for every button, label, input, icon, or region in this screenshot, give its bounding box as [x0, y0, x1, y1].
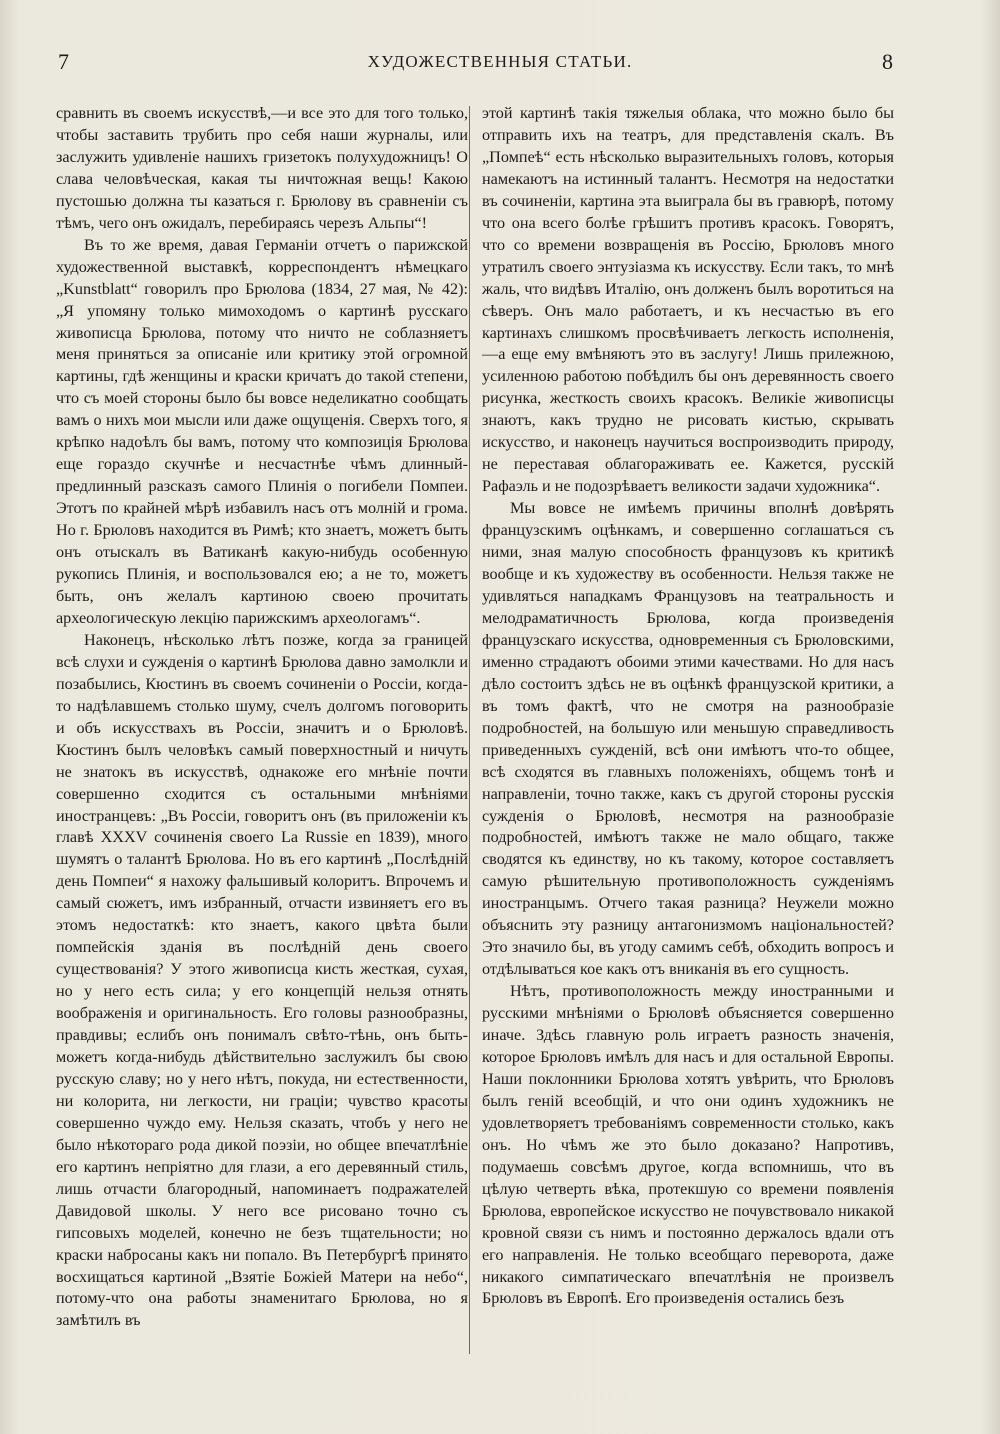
paragraph: Наконецъ, нѣсколько лѣтъ позже, когда за границей всѣ слухи и сужденія о картинѣ Брюлова давно замолкли и позабылись, Кюстинъ въ своемъ сочиненіи о Россіи, когда-то надѣлавшемъ столько шуму, счелъ долгомъ поговорить и объ искусствахъ въ Россіи, значитъ и о Брюловѣ. Кюстинъ былъ человѣкъ самый поверхностный и ничуть не знатокъ въ искусствѣ, однакоже его мнѣніе почти совершенно сходится съ остальными мнѣніями иностранцевъ: „Въ Россіи, говоритъ онъ (въ приложеніи къ главѣ XXXV сочиненія своего La Russie en 1839), много шумятъ о талантѣ Брюлова. Но въ его картинѣ „Послѣдній день Помпеи“ я нахожу фальшивый колоритъ. Впрочемъ и самый сюжетъ, имъ избранный, отчасти извиняетъ его въ этомъ недостаткѣ: кто знаетъ, какого цвѣта были помпейскія зданія въ послѣдній день своего существованія? У этого живописца кисть жесткая, сухая, но у него есть сила; у его концепцій нельзя отнять воображенія и оригинальность. Его головы разнообразны, правдивы; еслибъ онъ понималъ свѣто-тѣнь, онъ быть-можетъ когда-нибудь дѣйствительно заслужилъ бы свою русскую славу; но у него нѣтъ, покуда, ни естественности, ни колорита, ни легкости, ни граціи; чувство красоты совершенно чуждо ему. Нельзя сказать, чтобъ у него не было нѣкотораго рода дикой поэзіи, но общее впечатлѣніе его картинъ непріятно для глази, а его деревянный стиль, лишь отчасти благородный, напоминаетъ подражателей Давидовой школы. У него все рисовано точно съ гипсовыхъ моделей, конечно не безъ тщательности; но краски набросаны какъ ни попало. Въ Петербургѣ принято восхищаться картиной „Взятіе Божіей Матери на небо“, потому-что она работы знаменитаго Брюлова, но я замѣтилъ въ: [56, 630, 468, 1330]
paragraph: Въ то же время, давая Германіи отчетъ о парижской художественной выставкѣ, корреспондентъ нѣмецкаго „Kunstblatt“ говорилъ про Брюлова (1834, 27 мая, № 42): „Я упомяну только мимоходомъ о картинѣ русскаго живописца Брюлова, потому что ничто не соблазняетъ меня приняться за описаніе или критику этой огромной картины, гдѣ женщины и краски кричатъ до такой степени, что съ моей стороны было бы вовсе неделикатно сообщать вамъ о нихъ мои мысли или даже ощущенія. Сверхъ того, я крѣпко надоѣлъ бы вамъ, потому что композиція Брюлова еще гораздо скучнѣе и несчастнѣе чѣмъ длинный-предлинный разсказъ самого Плинія о погибели Помпеи. Этотъ по крайней мѣрѣ избавилъ насъ отъ молній и грома. Но г. Брюловъ находится въ Римѣ; кто знаетъ, можетъ быть онъ отыскалъ въ Ватиканѣ какую-нибудь особенную рукопись Плинія, и воспользовался ею; а не то, можетъ быть, онъ желалъ картиною своею прочитать археологическую лекцію парижскимъ археологамъ“.: [56, 235, 468, 627]
page-number-left: 7: [58, 49, 69, 74]
paragraph: Нѣтъ, противоположность между иностранными и русскими мнѣніями о Брюловѣ объясняется совершенно иначе. Здѣсь главную роль играетъ разность значенія, которое Брюловъ имѣлъ для насъ и для остальной Европы. Наши поклонники Брюлова хотятъ увѣрить, что Брюловъ былъ геній всеобщій, и что они одинъ художникъ не удовлетворяетъ требованіямъ современности столько, какъ онъ. Но чѣмъ же это было доказано? Напротивъ, подумаешь совсѣмъ другое, когда вспомнишь, что въ цѣлую четверть вѣка, протекшую со времени появленія Брюлова, европейское искусство не почувствовало никакой кровной связи съ нимъ и постоянно держалось вдали отъ его направленія. Не только всеобщаго переворота, даже никакого симпатическаго впечатлѣнія не произвелъ Брюловъ въ Европѣ. Его произведенія остались безъ: [482, 982, 894, 1308]
paragraph: сравнить въ своемъ искусствѣ,—и все это для того только, чтобы заставить трубить про себя наши журналы, или заслужить удивленіе нашихъ гризетокъ полухудожницъ! О слава человѣческая, какая ты ничтожная вещь! Какою пустошью должна ты казаться г. Брюлову въ сравненіи съ тѣмъ, чего онъ ожидалъ, перебираясь черезъ Альпы“!: [56, 104, 468, 232]
page-header: [0, 44, 1000, 80]
page-number-right: 8: [882, 49, 893, 74]
paragraph: этой картинѣ такія тяжелыя облака, что можно было бы отправить ихъ на театръ, для представленія скалъ. Въ „Помпеѣ“ есть нѣсколько выразительныхъ головъ, которыя намекаютъ на истинный талантъ. Несмотря на недостатки въ сочиненіи, картина эта выиграла бы въ гравюрѣ, потому что она всего болѣе грѣшитъ противъ красокъ. Говорятъ, что со времени возвращенія въ Россію, Брюловъ много утратилъ своего энтузіазма къ искусству. Если такъ, то мнѣ жаль, что видѣвъ Италію, онъ долженъ былъ воротиться на сѣверъ. Онъ мало работаетъ, и къ несчастью въ его картинахъ слишкомъ просвѣчиваетъ легкость исполненія,—а еще ему вмѣняютъ это въ заслугу! Лишь прилежною, усиленною работою побѣдилъ бы онъ деревянность своего рисунка, жесткость своихъ красокъ. Великіе живописцы знаютъ, какъ трудно не рисовать кистью, скрывать искусство, и наконецъ научиться воспроизводить природу, не переставая облагораживать ее. Кажется, русскій Рафаэль и не подозрѣваетъ великости задачи художника“.: [482, 104, 894, 496]
paragraph: Мы вовсе не имѣемъ причины вполнѣ довѣрять французскимъ оцѣнкамъ, и совершенно соглашаться съ ними, зная малую способность французовъ къ критикѣ вообще и къ художеству въ особенности. Нельзя также не удивляться нападкамъ Французовъ на театральность и мелодраматичность Брюлова, когда произведенія французскаго искусства, одновременныя съ Брюловскими, именно страдаютъ обоими этими качествами. Но для насъ дѣло состоитъ здѣсь не въ оцѣнкѣ французской критики, а въ томъ фактѣ, что не смотря на разнообразіе подробностей, на большую или меньшую справедливость приведенныхъ сужденій, всѣ они имѣютъ что-то общее, всѣ сходятся въ главныхъ положеніяхъ, общемъ тонѣ и направленіи, точно также, какъ съ другой стороны русскія сужденія о Брюловѣ, несмотря на разнообразіе подробностей, имѣютъ также не мало общаго, также сводятся къ единству, но къ такому, которое составляетъ самую рѣшительную противоположность сужденіямъ иностранцымъ. Отчего такая разница? Неужели можно объяснить эту разницу антагонизмомъ національностей? Это значило бы, въ угоду самимъ себѣ, обходить вопросъ и отдѣлываться кое какъ отъ вниканія въ его сущность.: [482, 499, 894, 979]
left-column: [56, 103, 468, 1332]
running-title: ХУДОЖЕСТВЕННЫЯ СТАТЬИ.: [367, 52, 633, 71]
right-column: [482, 103, 894, 1310]
column-divider: [469, 106, 470, 1354]
